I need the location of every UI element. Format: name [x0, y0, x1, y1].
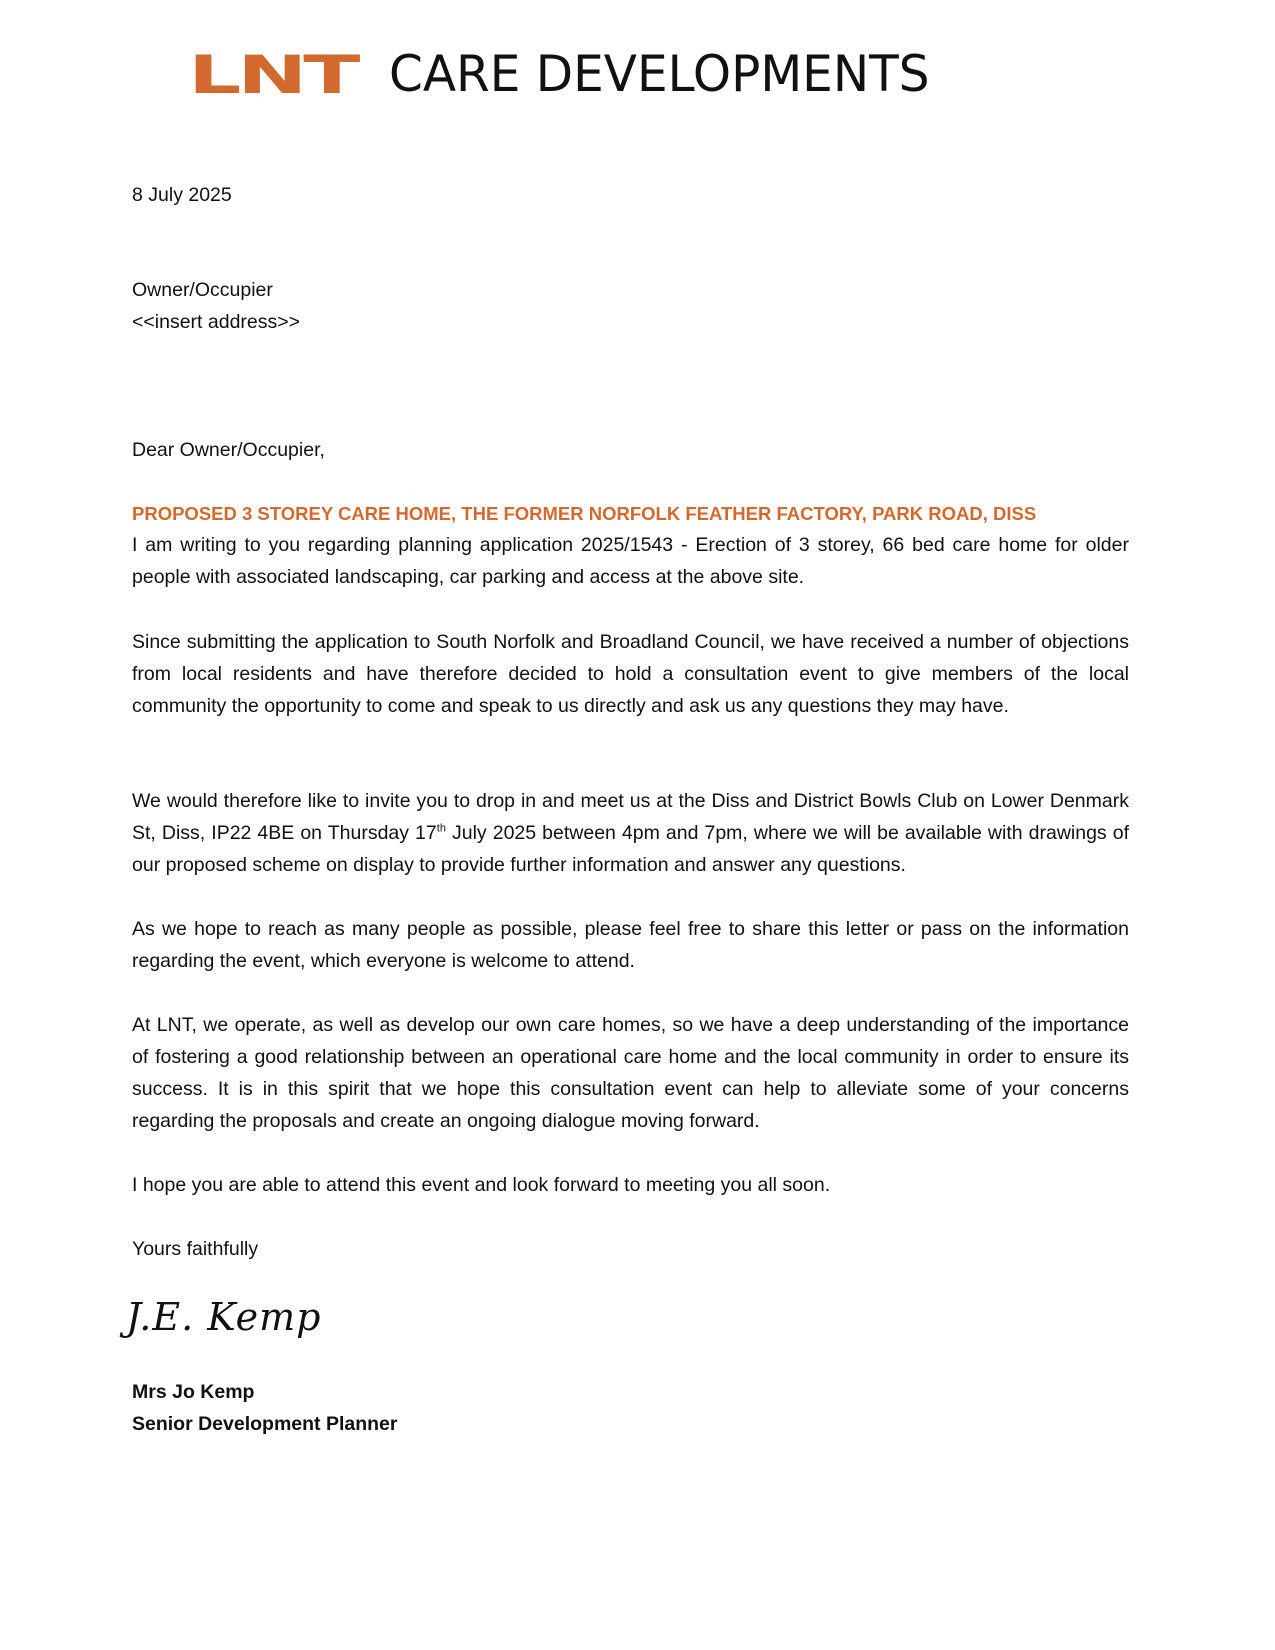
paragraph-3	[132, 785, 1129, 881]
salutation: Dear Owner/Occupier,	[132, 439, 325, 461]
signature: J.E. Kemp	[126, 1295, 322, 1339]
letter-date: 8 July 2025	[132, 184, 232, 206]
ordinal-suffix: th	[436, 822, 446, 835]
recipient-block	[132, 274, 1129, 338]
logo-mark: LNT	[188, 42, 357, 106]
paragraph-2: Since submitting the application to South Norfolk and Broadland Council, we have received a number of objections from local residents and have therefore decided to hold a consultation event to give members of the local community the opportunity to come and speak to us directly and ask us any questions they may have.	[132, 631, 1129, 717]
recipient-name: Owner/Occupier	[132, 279, 273, 301]
signatory-name: Mrs Jo Kemp	[132, 1381, 255, 1403]
letter-heading: PROPOSED 3 STOREY CARE HOME, THE FORMER NORFOLK FEATHER FACTORY, PARK ROAD, DISS	[132, 503, 1037, 524]
closing: Yours faithfully	[132, 1238, 259, 1260]
paragraph-1: I am writing to you regarding planning application 2025/1543 - Erection of 3 storey, 66 bed care home for older people with associated landscaping, car parking and access at the above site.	[132, 534, 1129, 588]
recipient-address: <<insert address>>	[132, 311, 301, 333]
paragraph-5: At LNT, we operate, as well as develop our own care homes, so we have a deep understanding of the importance of fostering a good relationship between an operational care home and the local community in order to ensure its success. It is in this spirit that we hope this consultation event can help to alleviate some of your concerns regarding the proposals and create an ongoing dialogue moving forward.	[132, 1014, 1129, 1132]
signatory-title: Senior Development Planner	[132, 1413, 398, 1435]
company-logo	[188, 44, 946, 104]
paragraph-4: As we hope to reach as many people as possible, please feel free to share this letter or pass on the information regarding the event, which everyone is welcome to attend.	[132, 918, 1129, 972]
signatory-block	[132, 1376, 1129, 1440]
logo-text: CARE DEVELOPMENTS	[388, 45, 930, 103]
paragraph-6: I hope you are able to attend this event and look forward to meeting you all soon.	[132, 1174, 831, 1196]
paragraph-3-a: We would therefore like to invite you to drop in and meet us at the Diss and District Bowls Club on Lower Denmark St, Diss, IP22 4BE on Thursday 17	[132, 790, 1129, 844]
paragraph-3-b: July 2025 between 4pm and 7pm, where we will be available with drawings of our proposed scheme on display to provide further information and answer any questions.	[132, 822, 1129, 876]
